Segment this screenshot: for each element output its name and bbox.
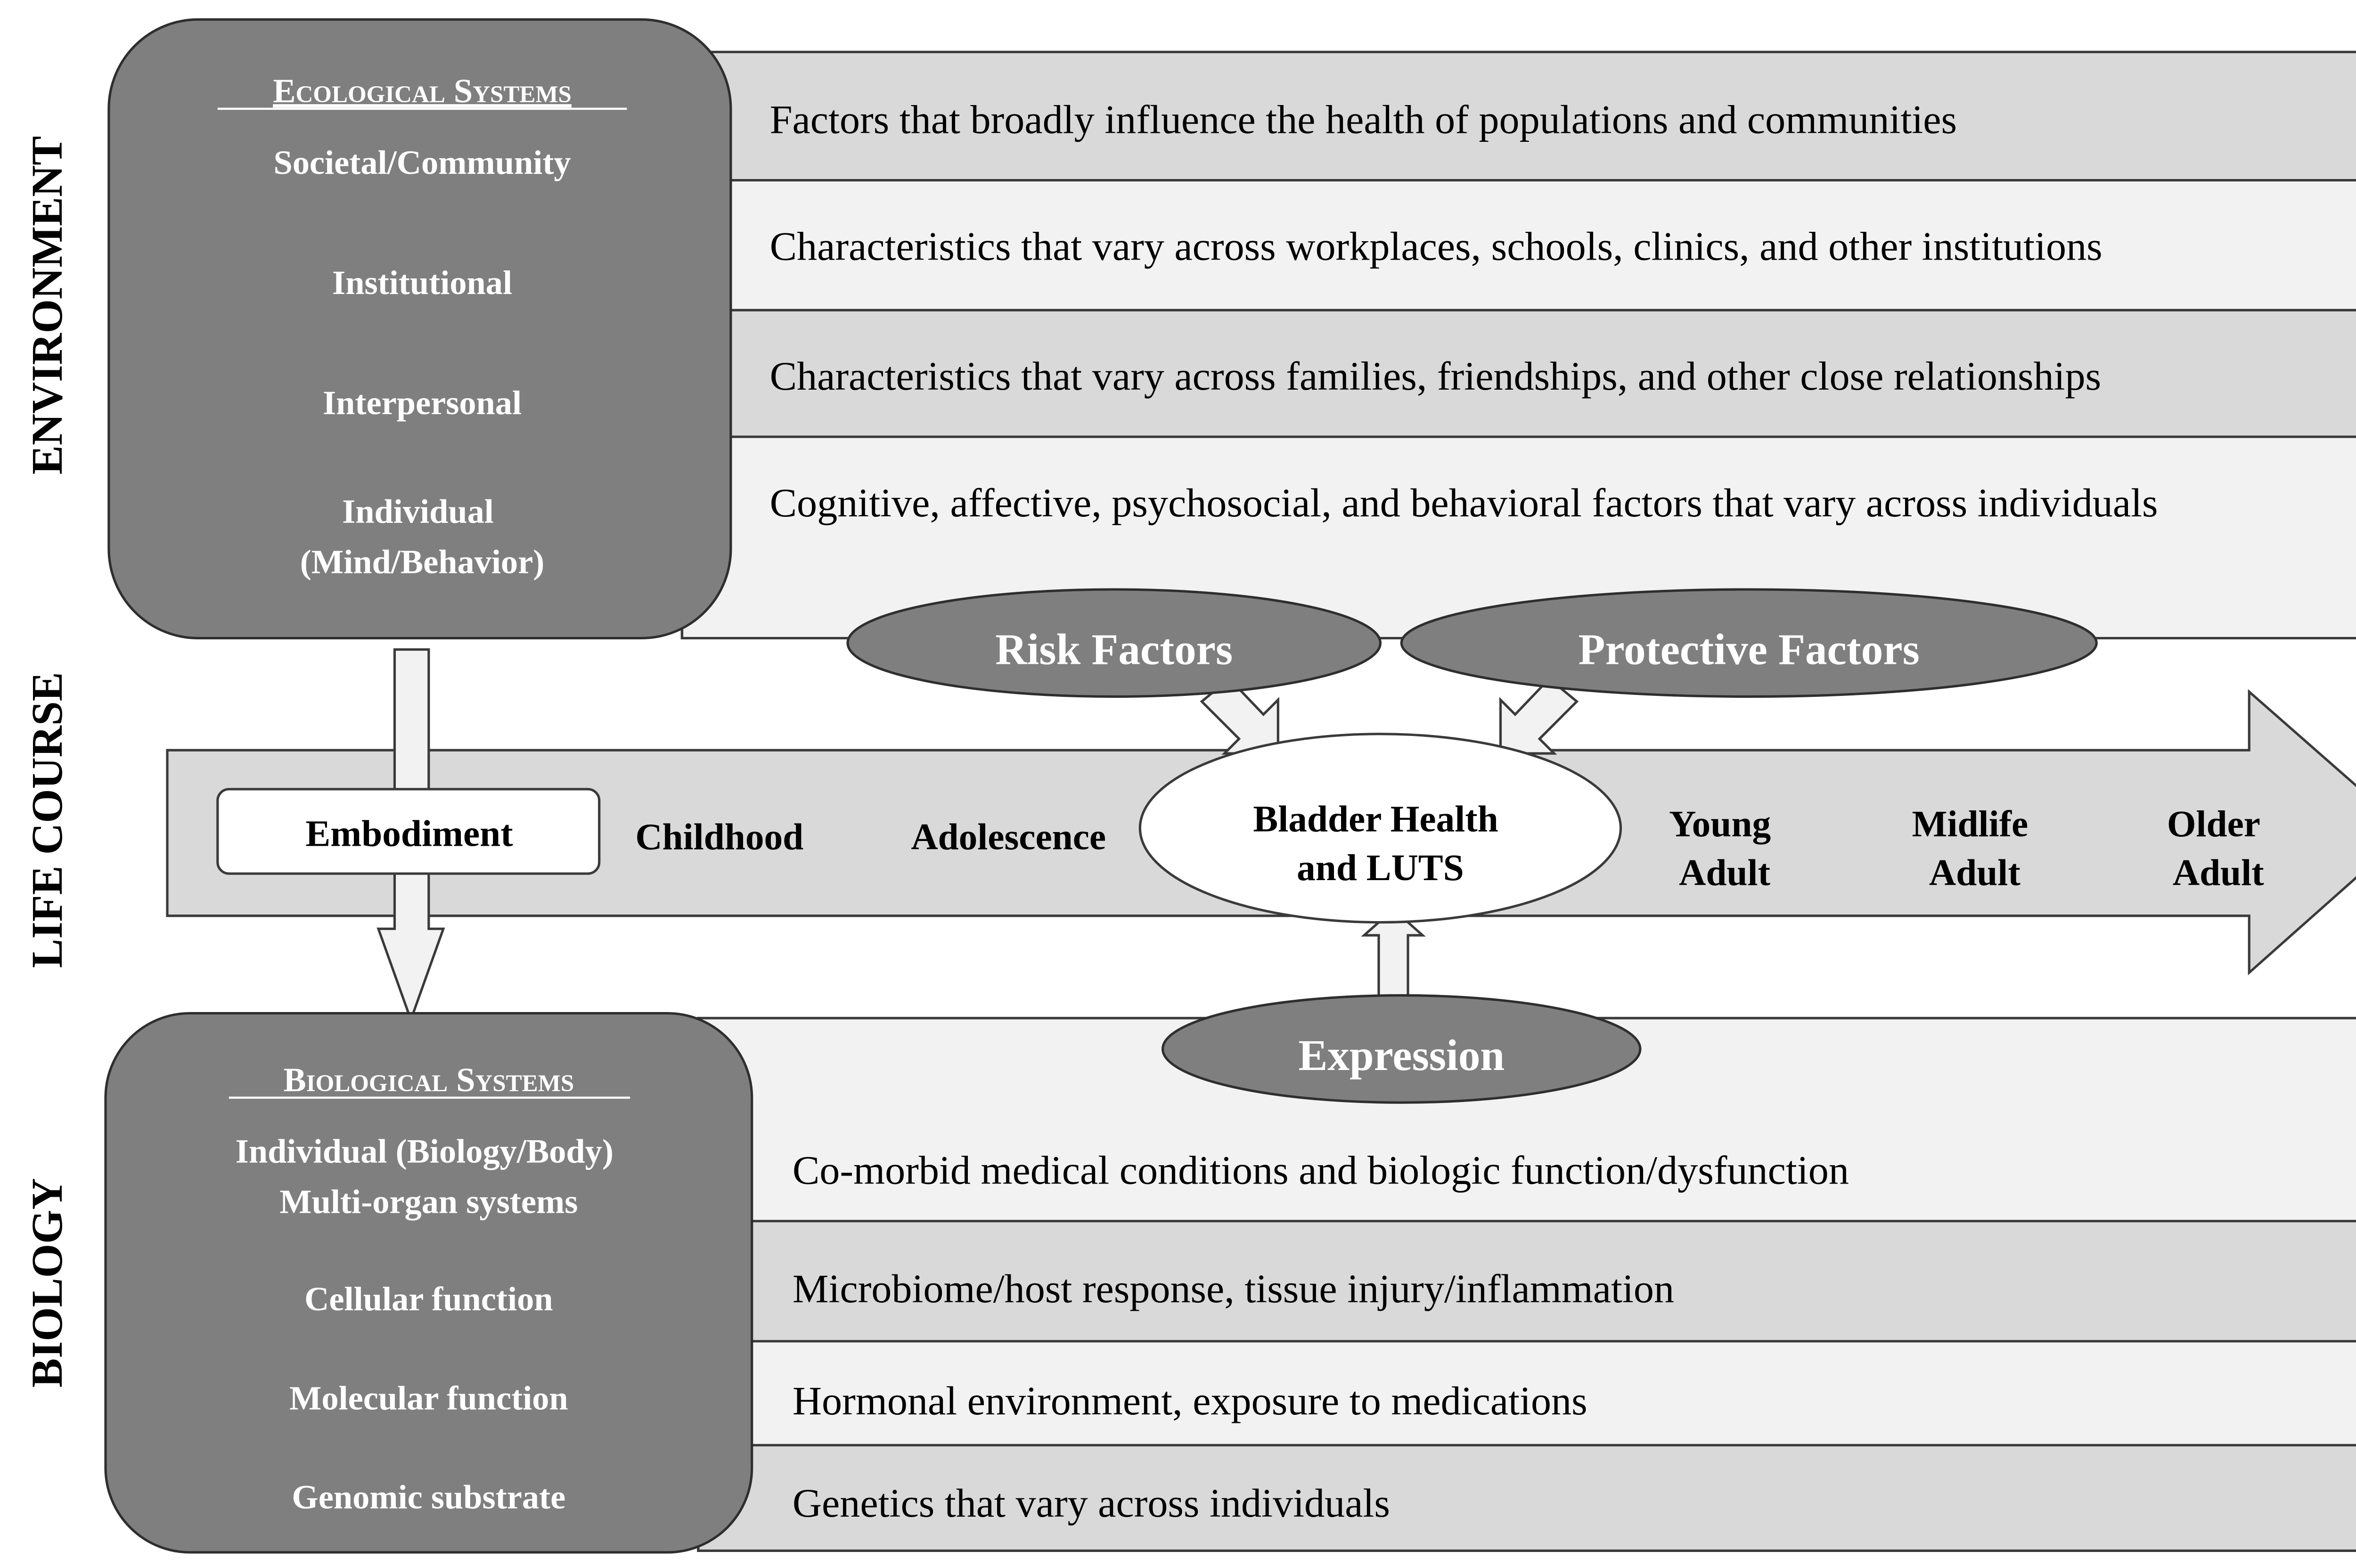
eco-desc-institutional: Characteristics that vary across workplaces, schools, clinics, and other institutions [769,223,2102,269]
protective-factors-arrow [1500,679,1577,754]
eco-level-interpersonal: Interpersonal [323,384,522,422]
eco-desc-individual: Cognitive, affective, psychosocial, and behavioral factors that vary across individuals [769,480,2158,525]
embodiment-label: Embodiment [305,813,513,855]
bladder-health-label: Bladder Health and LUTS [1253,798,1498,889]
bio-level-cellular: Cellular function [304,1280,553,1318]
ecological-systems-heading: Ecological Systems [273,72,572,110]
stage-adolescence: Adolescence [911,816,1106,858]
side-label-biology: BIOLOGY [23,1178,72,1388]
stage-midlife-adult: Midlife Adult [1912,803,2029,894]
eco-desc-societal: Factors that broadly influence the health of populations and communities [769,97,1957,142]
biological-systems-heading: Biological Systems [283,1061,574,1099]
bio-desc-cellular: Microbiome/host response, tissue injury/inflammation [792,1266,1675,1312]
bio-desc-genomic: Genetics that vary across individuals [792,1480,1390,1526]
protective-factors-label: Protective Factors [1578,625,1920,674]
bio-level-molecular: Molecular function [289,1379,568,1417]
stage-young-adult: Young Adult [1669,803,1771,894]
side-label-life-course: LIFE COURSE [23,672,72,968]
stage-older-adult: Older Adult [2167,803,2264,894]
expression-up-arrow [1364,909,1423,1007]
bio-desc-individual: Co-morbid medical conditions and biologic function/dysfunction [792,1147,1849,1193]
eco-level-individual: Individual (Mind/Behavior) [300,492,545,581]
eco-level-societal: Societal/Community [273,143,571,181]
side-label-environment: ENVIRONMENT [23,136,72,475]
bio-desc-molecular: Hormonal environment, exposure to medications [792,1378,1587,1423]
eco-desc-interpersonal: Characteristics that vary across families, friendships, and other close relationships [769,353,2102,399]
expression-label: Expression [1298,1031,1505,1080]
eco-level-institutional: Institutional [332,263,513,302]
stage-childhood: Childhood [635,816,804,858]
risk-factors-label: Risk Factors [995,625,1233,674]
bio-level-genomic: Genomic substrate [292,1478,566,1516]
bio-level-individual: Individual (Biology/Body) Multi-organ systems [235,1132,614,1221]
